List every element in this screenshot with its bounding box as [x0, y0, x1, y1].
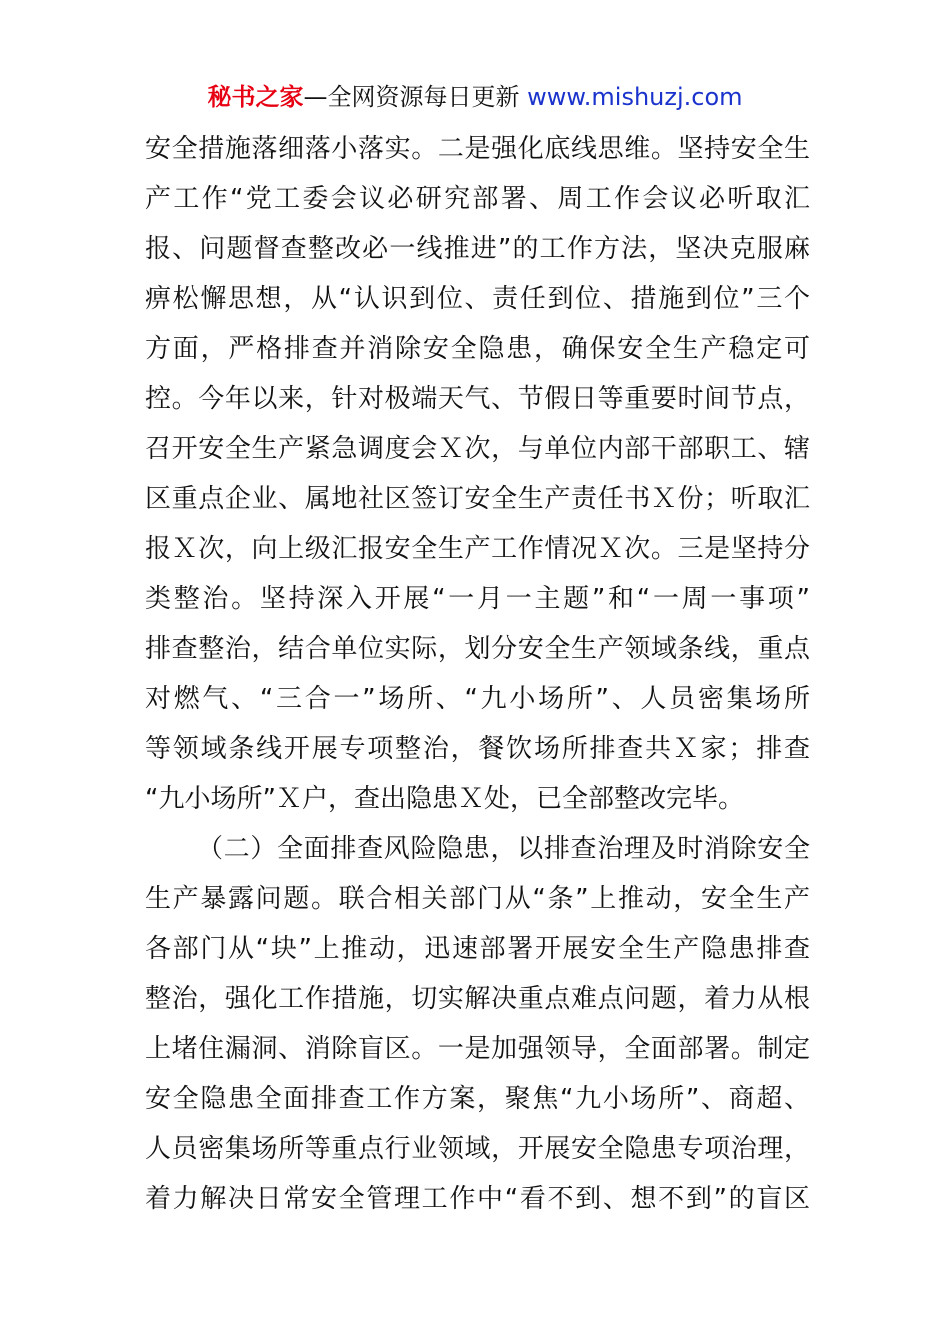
text-line: 着力解决日常安全管理工作中“看不到、想不到”的盲区	[145, 1184, 810, 1214]
text-line: 等领域条线开展专项整治，餐饮场所排查共Ｘ家；排查	[145, 734, 810, 764]
text-line: 报Ｘ次，向上级汇报安全生产工作情况Ｘ次。三是坚持分	[145, 534, 810, 564]
text-line: 各部门从“块”上推动，迅速部署开展安全生产隐患排查	[145, 934, 810, 964]
text-line: 安全隐患全面排查工作方案，聚焦“九小场所”、商超、	[145, 1084, 810, 1114]
text-line: 安全措施落细落小落实。二是强化底线思维。坚持安全生	[145, 134, 810, 164]
text-line: 痹松懈思想，从“认识到位、责任到位、措施到位”三个	[145, 284, 810, 314]
text-line: 区重点企业、属地社区签订安全生产责任书Ｘ份；听取汇	[145, 484, 810, 514]
text-line: 方面，严格排查并消除安全隐患，确保安全生产稳定可	[145, 334, 810, 364]
text-line: 上堵住漏洞、消除盲区。一是加强领导，全面部署。制定	[145, 1034, 810, 1064]
text-line: 人员密集场所等重点行业领域，开展安全隐患专项治理，	[145, 1134, 810, 1164]
text-line: 控。今年以来，针对极端天气、节假日等重要时间节点，	[145, 384, 810, 414]
text-line: 对燃气、“三合一”场所、“九小场所”、人员密集场所	[145, 684, 810, 714]
paragraph-end-line: “九小场所”Ｘ户，查出隐患Ｘ处，已全部整改完毕。	[145, 784, 744, 814]
site-slogan: —全网资源每日更新	[303, 83, 520, 111]
text-line: 报、问题督查整改必一线推进”的工作方法，坚决克服麻	[145, 234, 810, 264]
text-line: 产工作“党工委会议必研究部署、周工作会议必听取汇	[145, 184, 810, 214]
text-line: 整治，强化工作措施，切实解决重点难点问题，着力从根	[145, 984, 810, 1014]
text-line: 召开安全生产紧急调度会Ｘ次，与单位内部干部职工、辖	[145, 434, 810, 464]
text-line: 类整治。坚持深入开展“一月一主题”和“一周一事项”	[145, 584, 810, 614]
site-brand: 秘书之家	[207, 83, 304, 111]
site-url-link[interactable]: www.mishuzj.com	[527, 83, 743, 111]
site-header	[0, 80, 950, 114]
section-heading-line: （二）全面排查风险隐患，以排查治理及时消除安全	[197, 834, 810, 864]
document-body	[145, 124, 810, 1224]
text-line: 生产暴露问题。联合相关部门从“条”上推动，安全生产	[145, 884, 810, 914]
text-line: 排查整治，结合单位实际，划分安全生产领域条线，重点	[145, 634, 810, 664]
